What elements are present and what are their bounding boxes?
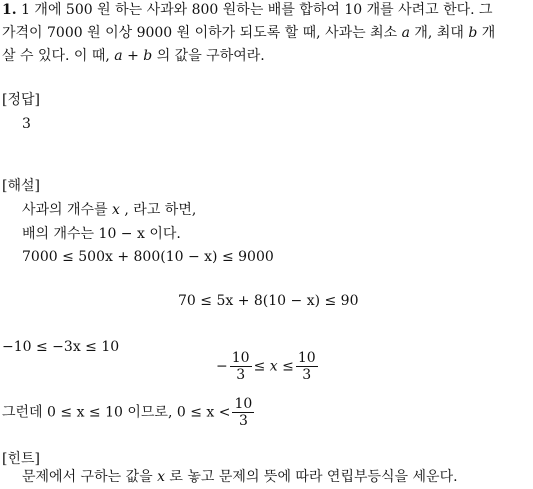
inequality-middle: ≤ x ≤ <box>253 358 294 375</box>
var-a: a <box>401 25 410 41</box>
explanation-line-1 <box>22 201 196 219</box>
explanation-line-2 <box>22 225 181 243</box>
hint-var-x: x <box>157 469 165 485</box>
fraction-lower-numerator: 10 <box>231 350 250 366</box>
problem-text-2b: 개, 최대 <box>409 25 469 41</box>
conclusion-text-c: 이므로, <box>122 404 177 421</box>
fraction-lower <box>230 350 252 383</box>
hint-line <box>22 468 458 486</box>
minus-sign: − <box>216 358 228 375</box>
expl-text-1b: , 라고 하면, <box>119 202 197 218</box>
problem-text-1: 1 개에 500 원 하는 사과와 800 원하는 배를 합하여 10 개를 사려고 한다. 그 <box>21 2 493 18</box>
hint-text-a: 문제에서 구하는 값을 <box>22 469 158 485</box>
problem-text-3a: 살 수 있다. 이 때, <box>2 48 115 64</box>
fraction-upper <box>296 350 318 383</box>
inequality-4 <box>216 350 320 383</box>
fraction-final <box>232 396 254 429</box>
inequality-2: 70 ≤ 5x + 8(10 − x) ≤ 90 <box>178 293 359 309</box>
answer-value: 3 <box>22 116 31 132</box>
fraction-final-numerator: 10 <box>234 396 253 412</box>
var-x: x <box>112 202 120 218</box>
problem-text-2a: 가격이 7000 원 이상 9000 원 이하가 되도록 할 때, 사과는 최소 <box>2 25 402 41</box>
var-b: b <box>468 25 478 41</box>
conclusion-range: 0 ≤ x ≤ 10 <box>47 404 123 421</box>
problem-text-3b: 의 값을 구하여라. <box>152 48 265 64</box>
fraction-upper-numerator: 10 <box>297 350 316 366</box>
conclusion-line <box>2 396 256 429</box>
hint-text-b: 로 놓고 문제의 뜻에 따라 연립부등식을 세운다. <box>164 469 458 485</box>
explanation-label: [해설] <box>2 178 40 194</box>
inequality-1: 7000 ≤ 500x + 800(10 − x) ≤ 9000 <box>22 249 274 265</box>
problem-text-2c: 개 <box>477 25 496 41</box>
problem-line-1 <box>2 1 493 19</box>
expl-text-1a: 사과의 개수를 <box>22 202 113 218</box>
problem-line-2 <box>2 24 495 42</box>
expr-a-plus-b: a + b <box>114 48 153 64</box>
expl-text-2b: 이다. <box>144 226 181 242</box>
inequality-3: −10 ≤ −3x ≤ 10 <box>2 339 120 355</box>
fraction-final-denominator: 3 <box>232 412 254 429</box>
problem-line-3 <box>2 47 265 65</box>
answer-label: [정답] <box>2 92 40 108</box>
fraction-upper-denominator: 3 <box>296 366 318 383</box>
expl-text-2a: 배의 개수는 <box>22 226 99 242</box>
fraction-lower-denominator: 3 <box>230 366 252 383</box>
conclusion-inequality: 0 ≤ x < <box>176 404 231 421</box>
expr-10-minus-x: 10 − x <box>98 226 145 242</box>
conclusion-text-a: 그런데 <box>2 404 48 421</box>
problem-number: 1. <box>2 2 17 18</box>
hint-label: [힌트] <box>2 451 40 467</box>
